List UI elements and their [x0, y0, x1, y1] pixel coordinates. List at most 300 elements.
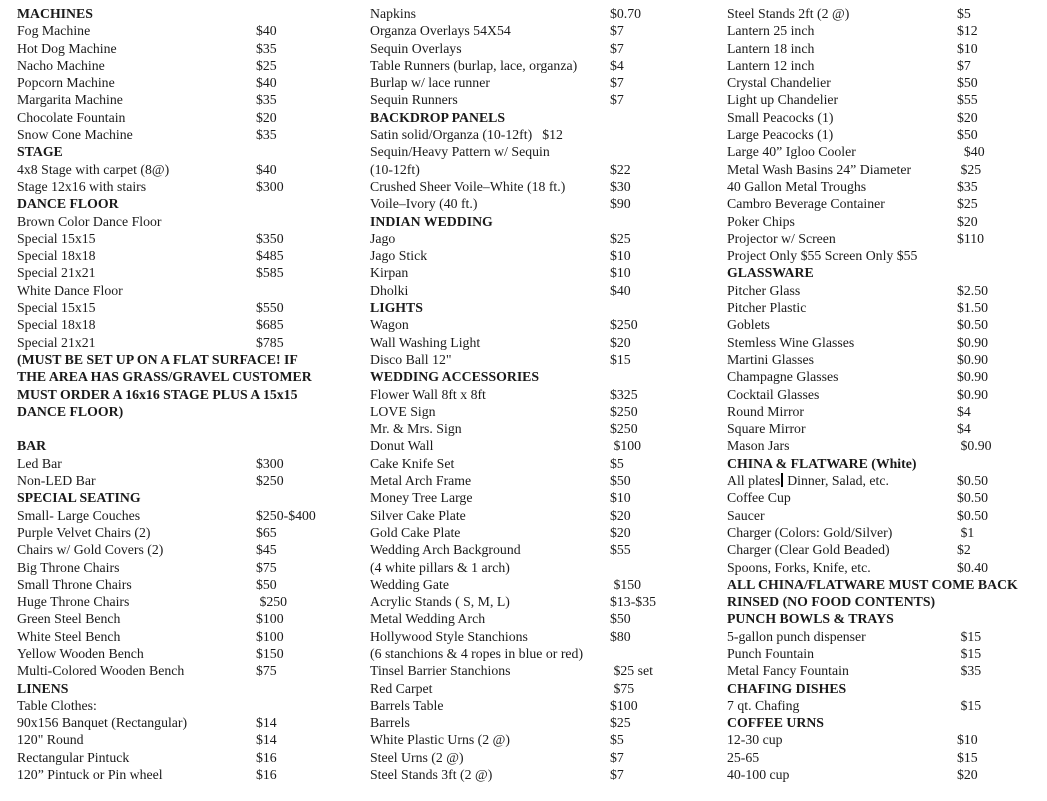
item-label: 120” Pintuck or Pin wheel [17, 767, 163, 783]
price-row [370, 489, 710, 506]
price-row [727, 628, 1043, 645]
item-label: Led Bar [17, 455, 62, 471]
item-label: 12-30 cup [727, 732, 783, 748]
price-row [17, 74, 353, 91]
item-price: $0.50 [957, 490, 989, 506]
item-label: All plates [727, 473, 781, 489]
item-label: Pitcher Plastic [727, 300, 807, 316]
price-row [17, 662, 353, 679]
price-row [727, 420, 1043, 437]
item-label: White Dance Floor [17, 282, 123, 298]
item-price: $2.50 [957, 282, 989, 298]
item-label: Crushed Sheer Voile–White (18 ft.) [370, 178, 566, 194]
section-title: STAGE [17, 144, 63, 160]
section-title: BACKDROP PANELS [370, 109, 506, 125]
item-label: Stemless Wine Glasses [727, 334, 855, 350]
item-price: $25 [256, 57, 277, 73]
item-price: $90 [610, 196, 631, 212]
item-label: Small Throne Chairs [17, 576, 132, 592]
item-label: Champagne Glasses [727, 369, 839, 385]
price-row [17, 126, 353, 143]
price-row [370, 143, 710, 160]
item-label: Special 21x21 [17, 334, 96, 350]
item-label: Large Peacocks (1) [727, 127, 834, 143]
price-row [370, 74, 710, 91]
price-row [727, 351, 1043, 368]
item-label: Sequin Runners [370, 92, 458, 108]
item-price: $35 [957, 663, 982, 679]
item-price: $4 [957, 403, 971, 419]
item-label: (6 stanchions & 4 ropes in blue or red) [370, 645, 584, 661]
section-title: MACHINES [17, 6, 93, 21]
item-price: $50 [610, 611, 631, 627]
item-label: Special 18x18 [17, 317, 96, 333]
price-row [17, 178, 353, 195]
item-price: $20 [256, 109, 277, 125]
item-label: Disco Ball 12" [370, 351, 452, 367]
item-label: Mr. & Mrs. Sign [370, 421, 462, 437]
price-row [17, 40, 353, 57]
item-label: Napkins [370, 6, 416, 21]
price-row [370, 766, 710, 783]
item-label: 4x8 Stage with carpet (8@) [17, 161, 170, 177]
item-label: Dholki [370, 282, 409, 298]
price-row [727, 40, 1043, 57]
item-label: Snow Cone Machine [17, 127, 133, 143]
item-label: Small Peacocks (1) [727, 109, 834, 125]
section-header-row [727, 680, 1043, 697]
item-label: Voile–Ivory (40 ft.) [370, 196, 478, 212]
item-price: $55 [610, 542, 631, 558]
item-label: Crystal Chandelier [727, 75, 831, 91]
section-title: CHINA & FLATWARE (White) [727, 455, 917, 471]
price-row [370, 403, 710, 420]
item-label: 120" Round [17, 732, 84, 748]
item-price: $7 [610, 75, 624, 91]
price-row [370, 576, 710, 593]
notice-row [17, 386, 353, 403]
price-row [727, 472, 1043, 489]
price-row [370, 697, 710, 714]
price-row [370, 22, 710, 39]
item-price: $100 [256, 628, 284, 644]
section-title: INDIAN WEDDING [370, 213, 493, 229]
item-price: $100 [610, 438, 642, 454]
item-label: Kirpan [370, 265, 409, 281]
item-price: $300 [256, 178, 284, 194]
item-label: 40-100 cup [727, 767, 790, 783]
item-label: Chairs w/ Gold Covers (2) [17, 542, 164, 558]
item-label: Poker Chips [727, 213, 795, 229]
item-label: (4 white pillars & 1 arch) [370, 559, 510, 575]
item-price: $40 [256, 161, 277, 177]
item-price: $10 [957, 40, 978, 56]
price-row [727, 662, 1043, 679]
price-row [370, 57, 710, 74]
item-price: $7 [610, 92, 624, 108]
price-row [17, 610, 353, 627]
price-row [727, 247, 1043, 264]
item-label: Burlap w/ lace runner [370, 75, 490, 91]
price-row [727, 5, 1043, 22]
section-title: PUNCH BOWLS & TRAYS [727, 611, 894, 627]
price-row [17, 213, 353, 230]
section-header-row [370, 109, 710, 126]
item-label: Table Clothes: [17, 697, 97, 713]
item-price: $25 [610, 715, 631, 731]
price-row [727, 386, 1043, 403]
item-price: $0.90 [957, 351, 989, 367]
item-price: $5 [610, 732, 624, 748]
item-label: Steel Stands 2ft (2 @) [727, 6, 850, 21]
section-header-row [370, 299, 710, 316]
price-row [17, 628, 353, 645]
price-row [370, 247, 710, 264]
price-row [17, 230, 353, 247]
item-price: $685 [256, 317, 284, 333]
item-price: $13-$35 [610, 594, 656, 610]
item-price: $10 [957, 732, 978, 748]
item-price: $1.50 [957, 300, 989, 316]
item-price: $250 [610, 317, 638, 333]
price-row [727, 91, 1043, 108]
item-price: $15 [957, 628, 982, 644]
text-cursor [781, 473, 783, 487]
item-price: $7 [610, 40, 624, 56]
item-label: Special 15x15 [17, 300, 96, 316]
item-label: Large 40” Igloo Cooler [727, 144, 856, 160]
item-label: Cake Knife Set [370, 455, 455, 471]
item-price: $7 [610, 767, 624, 783]
price-row [727, 22, 1043, 39]
price-row [17, 22, 353, 39]
item-label: Project Only $55 Screen Only $55 [727, 248, 918, 264]
section-title: CHAFING DISHES [727, 680, 847, 696]
price-row [727, 541, 1043, 558]
price-row [17, 161, 353, 178]
price-row [370, 437, 710, 454]
item-price: $25 [957, 161, 982, 177]
item-price: $485 [256, 248, 284, 264]
item-label: Multi-Colored Wooden Bench [17, 663, 185, 679]
item-price: $50 [957, 75, 978, 91]
price-row [727, 178, 1043, 195]
price-row [17, 316, 353, 333]
item-label: Metal Arch Frame [370, 473, 472, 489]
item-label: Barrels [370, 715, 410, 731]
item-label: Pitcher Glass [727, 282, 801, 298]
notice-row [17, 368, 353, 385]
item-label: Round Mirror [727, 403, 805, 419]
price-row [17, 334, 353, 351]
item-price: $14 [256, 715, 277, 731]
price-row [727, 524, 1043, 541]
item-label: Wagon [370, 317, 409, 333]
item-label: Saucer [727, 507, 765, 523]
item-price: $22 [610, 161, 631, 177]
price-row [17, 264, 353, 281]
item-label: Purple Velvet Chairs (2) [17, 524, 151, 540]
price-row [17, 749, 353, 766]
item-label: Flower Wall 8ft x 8ft [370, 386, 486, 402]
item-label: 5-gallon punch dispenser [727, 628, 866, 644]
price-row [370, 541, 710, 558]
item-price: $325 [610, 386, 638, 402]
item-price: $300 [256, 455, 284, 471]
item-price: $250-$400 [256, 507, 316, 523]
price-row [370, 334, 710, 351]
price-list-column-3 [727, 5, 1043, 783]
price-row [370, 662, 710, 679]
price-row [370, 316, 710, 333]
section-header-row [17, 5, 353, 22]
item-price: $14 [256, 732, 277, 748]
item-label: Cambro Beverage Container [727, 196, 885, 212]
item-label-continued: Dinner, Salad, etc. [783, 473, 889, 489]
price-row [727, 143, 1043, 160]
section-header-row [17, 195, 353, 212]
price-row [370, 351, 710, 368]
item-price: $10 [610, 490, 631, 506]
item-label: Silver Cake Plate [370, 507, 466, 523]
price-row [17, 247, 353, 264]
price-row [727, 645, 1043, 662]
section-header-row [727, 455, 1043, 472]
item-label: Barrels Table [370, 697, 444, 713]
item-price: $25 [957, 196, 978, 212]
price-row [370, 628, 710, 645]
item-label: Wedding Gate [370, 576, 449, 592]
price-row [727, 57, 1043, 74]
item-label: Spoons, Forks, Knife, etc. [727, 559, 871, 575]
item-price: $45 [256, 542, 277, 558]
item-price: $550 [256, 300, 284, 316]
item-price: $250 [256, 594, 288, 610]
item-price: $0.40 [957, 559, 989, 575]
item-price: $50 [957, 127, 978, 143]
price-row [17, 299, 353, 316]
item-price: $0.70 [610, 6, 642, 21]
section-title: BAR [17, 438, 47, 454]
price-row [370, 386, 710, 403]
item-label: Punch Fountain [727, 645, 814, 661]
price-row [17, 472, 353, 489]
item-price: $7 [610, 749, 624, 765]
price-row [17, 57, 353, 74]
section-header-row [17, 680, 353, 697]
item-label: Lantern 12 inch [727, 57, 815, 73]
price-row [727, 109, 1043, 126]
item-label: Popcorn Machine [17, 75, 115, 91]
item-label: (10-12ft) [370, 161, 420, 177]
notice-text: THE AREA HAS GRASS/GRAVEL CUSTOMER [17, 369, 312, 385]
item-price: $35 [957, 178, 978, 194]
notice-text: MUST ORDER A 16x16 STAGE PLUS A 15x15 [17, 386, 298, 402]
item-label: Martini Glasses [727, 351, 814, 367]
item-price: $7 [957, 57, 971, 73]
item-label: Square Mirror [727, 421, 806, 437]
item-label: Chocolate Fountain [17, 109, 126, 125]
section-title: LINENS [17, 680, 69, 696]
price-row [727, 766, 1043, 783]
item-label: 40 Gallon Metal Troughs [727, 178, 867, 194]
item-price: $50 [610, 473, 631, 489]
item-label: Goblets [727, 317, 770, 333]
item-price: $0.90 [957, 386, 989, 402]
item-price: $4 [610, 57, 624, 73]
item-label: Projector w/ Screen [727, 230, 836, 246]
notice-row [727, 576, 1043, 593]
item-price: $0.90 [957, 334, 989, 350]
item-price: $350 [256, 230, 284, 246]
item-label: Special 15x15 [17, 230, 96, 246]
section-header-row [370, 368, 710, 385]
price-row [370, 680, 710, 697]
price-row [17, 507, 353, 524]
price-row [370, 645, 710, 662]
item-price: $20 [610, 507, 631, 523]
item-label: Red Carpet [370, 680, 433, 696]
item-price: $785 [256, 334, 284, 350]
price-row [17, 559, 353, 576]
price-row [727, 126, 1043, 143]
item-price: $20 [957, 109, 978, 125]
item-label: White Steel Bench [17, 628, 121, 644]
section-header-row [17, 489, 353, 506]
price-row [370, 593, 710, 610]
item-label: Small- Large Couches [17, 507, 141, 523]
price-row [727, 731, 1043, 748]
item-label: Steel Stands 3ft (2 @) [370, 767, 493, 783]
item-label: Stage 12x16 with stairs [17, 178, 147, 194]
price-row [727, 403, 1043, 420]
item-label: Light up Chandelier [727, 92, 839, 108]
item-label: LOVE Sign [370, 403, 436, 419]
price-row [370, 714, 710, 731]
item-label: Green Steel Bench [17, 611, 121, 627]
item-price: $25 [610, 230, 631, 246]
price-row [727, 334, 1043, 351]
price-row [727, 749, 1043, 766]
item-price: $5 [957, 6, 971, 21]
price-row [370, 230, 710, 247]
price-row [370, 472, 710, 489]
item-label: Table Runners (burlap, lace, organza) [370, 57, 578, 73]
notice-text: ALL CHINA/FLATWARE MUST COME BACK [727, 576, 1018, 592]
price-row [370, 749, 710, 766]
item-price: $16 [256, 767, 277, 783]
item-price: $110 [957, 230, 985, 246]
price-row [370, 524, 710, 541]
item-label: Special 21x21 [17, 265, 96, 281]
section-title: WEDDING ACCESSORIES [370, 369, 540, 385]
item-price: $0.90 [957, 438, 992, 454]
item-label: Jago [370, 230, 396, 246]
price-row [727, 282, 1043, 299]
item-price: $100 [610, 697, 638, 713]
price-row [727, 299, 1043, 316]
item-label: Hot Dog Machine [17, 40, 117, 56]
item-price: $35 [256, 40, 277, 56]
price-row [727, 74, 1043, 91]
item-price: $20 [957, 213, 978, 229]
item-price: $55 [957, 92, 978, 108]
price-row [727, 316, 1043, 333]
item-price: $16 [256, 749, 277, 765]
item-label: Hollywood Style Stanchions [370, 628, 528, 644]
price-row [370, 507, 710, 524]
price-row [17, 524, 353, 541]
item-price: $40 [256, 75, 277, 91]
item-label: Huge Throne Chairs [17, 594, 130, 610]
section-title: DANCE FLOOR [17, 196, 119, 212]
item-label: Charger (Colors: Gold/Silver) [727, 524, 893, 540]
item-price: $0.90 [957, 369, 989, 385]
item-label: Sequin Overlays [370, 40, 462, 56]
section-header-row [17, 143, 353, 160]
item-price: $5 [610, 455, 624, 471]
price-row [727, 507, 1043, 524]
price-row [727, 161, 1043, 178]
item-label: Organza Overlays 54X54 [370, 23, 511, 39]
item-price: $4 [957, 421, 971, 437]
item-price: $80 [610, 628, 631, 644]
section-title: SPECIAL SEATING [17, 490, 141, 506]
item-price: $30 [610, 178, 631, 194]
item-label: Money Tree Large [370, 490, 473, 506]
blank-row [17, 420, 353, 437]
item-label: Big Throne Chairs [17, 559, 120, 575]
item-price: $50 [256, 576, 277, 592]
price-row [17, 714, 353, 731]
item-label: Wall Washing Light [370, 334, 481, 350]
item-label: Fog Machine [17, 23, 91, 39]
item-label: Metal Wedding Arch [370, 611, 486, 627]
price-row [727, 697, 1043, 714]
item-label: Satin solid/Organza (10-12ft) [370, 127, 533, 143]
item-label: Tinsel Barrier Stanchions [370, 663, 511, 679]
price-row [370, 91, 710, 108]
price-row [370, 282, 710, 299]
item-price: $40 [610, 282, 631, 298]
item-price: $15 [957, 697, 982, 713]
item-label: Metal Fancy Fountain [727, 663, 849, 679]
item-label: Lantern 18 inch [727, 40, 815, 56]
item-price: $40 [957, 144, 985, 160]
price-row [17, 593, 353, 610]
item-price: $40 [256, 23, 277, 39]
item-price: $10 [610, 248, 631, 264]
item-price: $0.50 [957, 473, 989, 489]
price-row [727, 230, 1043, 247]
price-row [727, 213, 1043, 230]
price-row [370, 264, 710, 281]
notice-text: DANCE FLOOR) [17, 403, 124, 419]
price-row [370, 178, 710, 195]
section-title: LIGHTS [370, 300, 423, 316]
item-label: Special 18x18 [17, 248, 96, 264]
price-row [370, 5, 710, 22]
item-price: $75 [610, 680, 635, 696]
price-row [17, 91, 353, 108]
notice-row [17, 351, 353, 368]
item-price: $35 [256, 92, 277, 108]
item-price: $7 [610, 23, 624, 39]
item-price: $250 [256, 473, 284, 489]
section-header-row [727, 264, 1043, 281]
notice-row [17, 403, 353, 420]
item-label: Wedding Arch Background [370, 542, 521, 558]
